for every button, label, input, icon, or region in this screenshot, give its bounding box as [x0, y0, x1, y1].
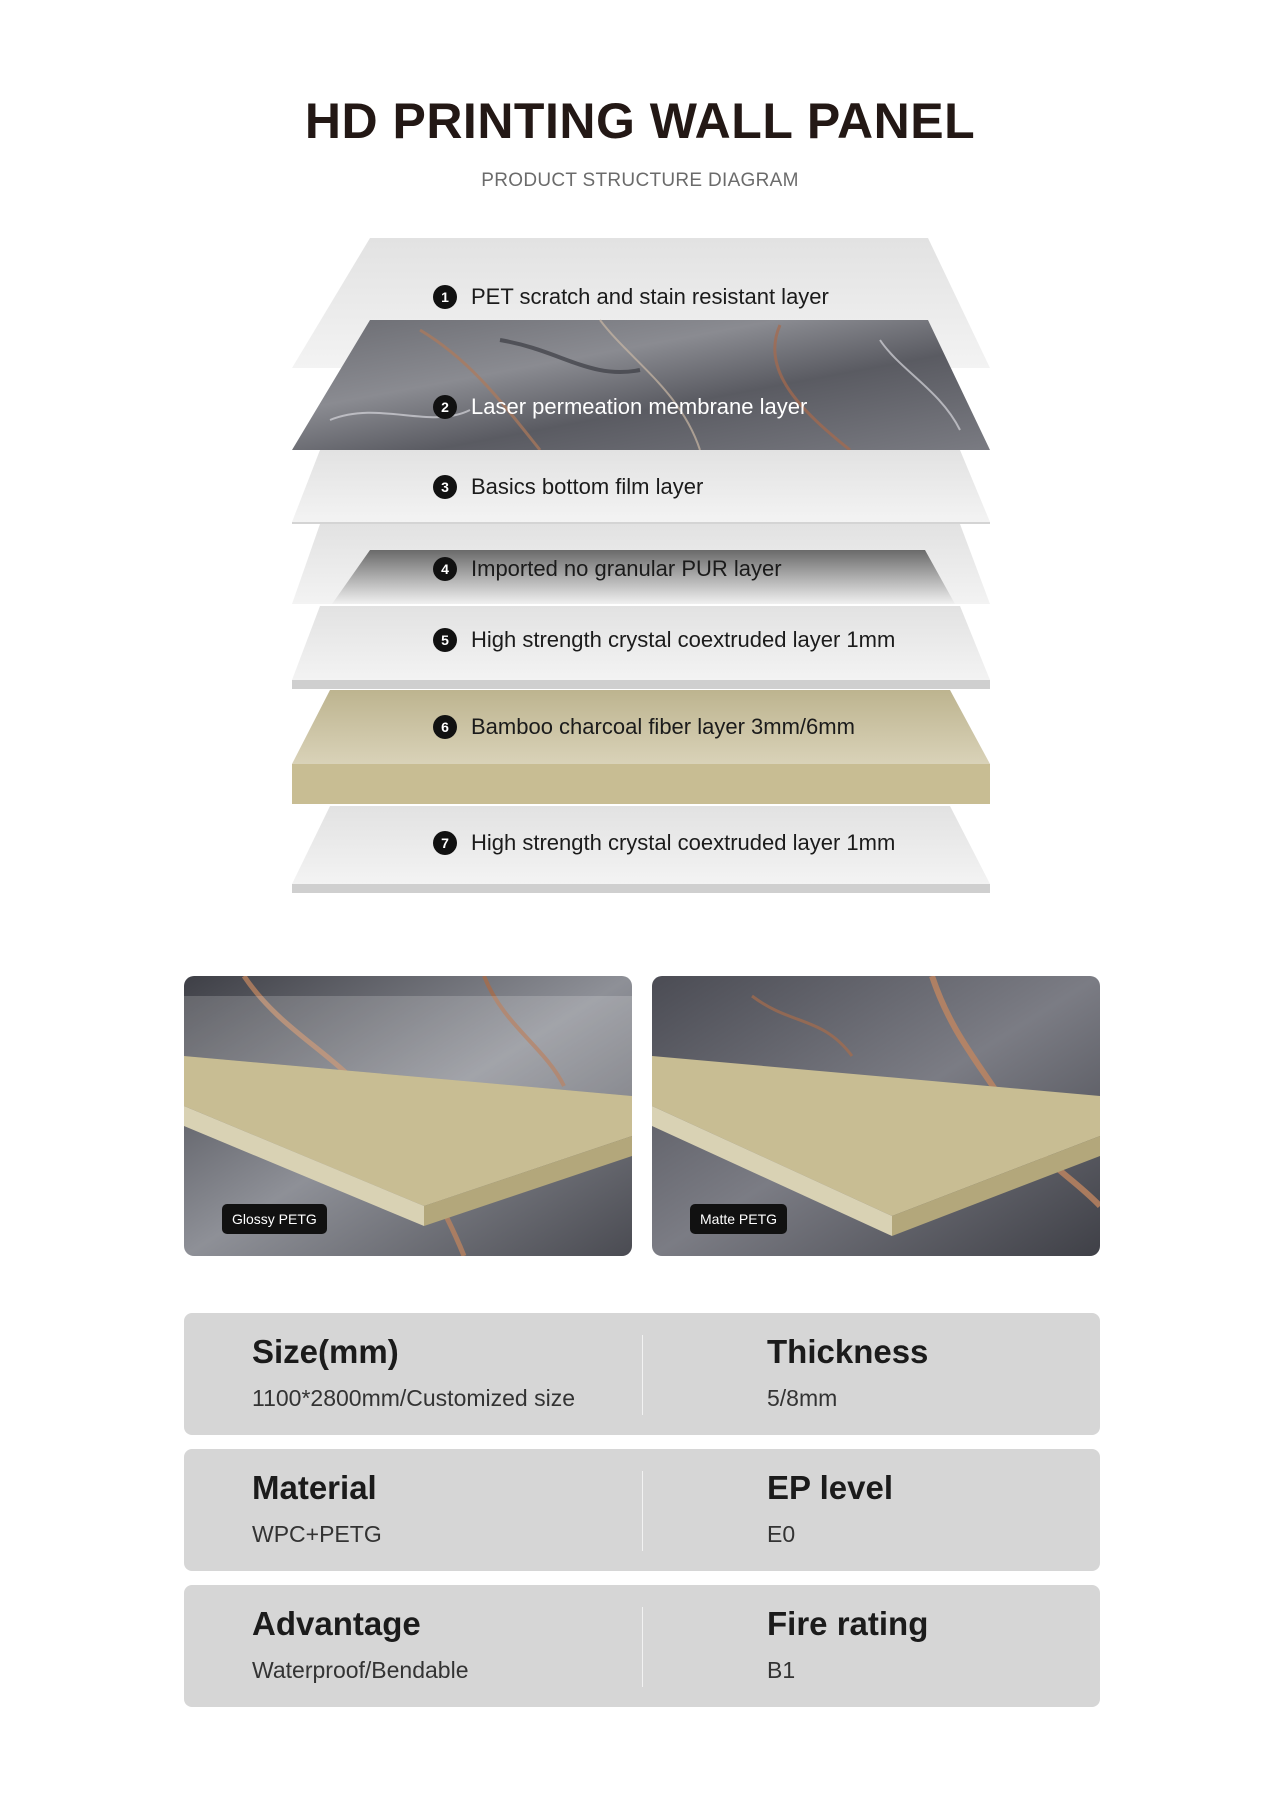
layer-number-badge: 7 [433, 831, 457, 855]
spec-advantage [252, 1605, 469, 1684]
matte-petg-photo [652, 976, 1100, 1256]
spec-value: 1100*2800mm/Customized size [252, 1385, 576, 1411]
layer-label-4 [433, 556, 782, 582]
layer-number-badge: 5 [433, 628, 457, 652]
spec-row-3 [184, 1585, 1100, 1707]
layer-number-badge: 3 [433, 475, 457, 499]
layer-number-badge: 1 [433, 285, 457, 309]
layer-label-5 [433, 627, 895, 653]
layer-name: High strength crystal coextruded layer 1mm [471, 627, 896, 652]
page-subtitle: PRODUCT STRUCTURE DIAGRAM [481, 170, 799, 191]
glossy-petg-photo [184, 976, 632, 1256]
photo-tag-matte: Matte PETG [690, 1204, 787, 1234]
spec-value: 5/8mm [767, 1385, 838, 1411]
spec-material [252, 1469, 382, 1548]
layer-stack-graphic [0, 0, 1280, 900]
layer-label-7 [433, 830, 895, 856]
layer-label-6 [433, 714, 855, 740]
layer-2-shape [292, 320, 990, 450]
structure-diagram [0, 0, 1280, 900]
layer-name: High strength crystal coextruded layer 1mm [471, 830, 896, 855]
layer-name: Bamboo charcoal fiber layer 3mm/6mm [471, 714, 855, 739]
spec-value: E0 [767, 1521, 796, 1547]
spec-key: Fire rating [767, 1605, 929, 1642]
spec-key: Material [252, 1469, 377, 1506]
divider [642, 1471, 643, 1551]
divider [642, 1335, 643, 1415]
spec-ep-level [767, 1469, 893, 1548]
spec-value: B1 [767, 1657, 796, 1683]
photo-tag-glossy: Glossy PETG [222, 1204, 327, 1234]
spec-value: Waterproof/Bendable [252, 1657, 469, 1683]
layer-name: Basics bottom film layer [471, 474, 704, 499]
spec-key: EP level [767, 1469, 893, 1506]
layer-label-3 [433, 474, 703, 500]
spec-thickness [767, 1333, 928, 1412]
layer-label-2 [433, 394, 807, 420]
layer-name: Laser permeation membrane layer [471, 394, 808, 419]
layer-number-badge: 6 [433, 715, 457, 739]
divider [642, 1607, 643, 1687]
page-title: HD PRINTING WALL PANEL [304, 93, 976, 149]
layer-name: PET scratch and stain resistant layer [471, 284, 829, 309]
spec-key: Advantage [252, 1605, 421, 1642]
spec-row-2 [184, 1449, 1100, 1571]
spec-fire-rating [767, 1605, 928, 1684]
layer-number-badge: 4 [433, 557, 457, 581]
layer-name: Imported no granular PUR layer [471, 556, 782, 581]
spec-row-1 [184, 1313, 1100, 1435]
layer-number-badge: 2 [433, 395, 457, 419]
layer-label-1 [433, 284, 829, 310]
spec-value: WPC+PETG [252, 1521, 382, 1547]
spec-key: Thickness [767, 1333, 929, 1370]
spec-key: Size(mm) [252, 1333, 399, 1370]
spec-size [252, 1333, 575, 1412]
